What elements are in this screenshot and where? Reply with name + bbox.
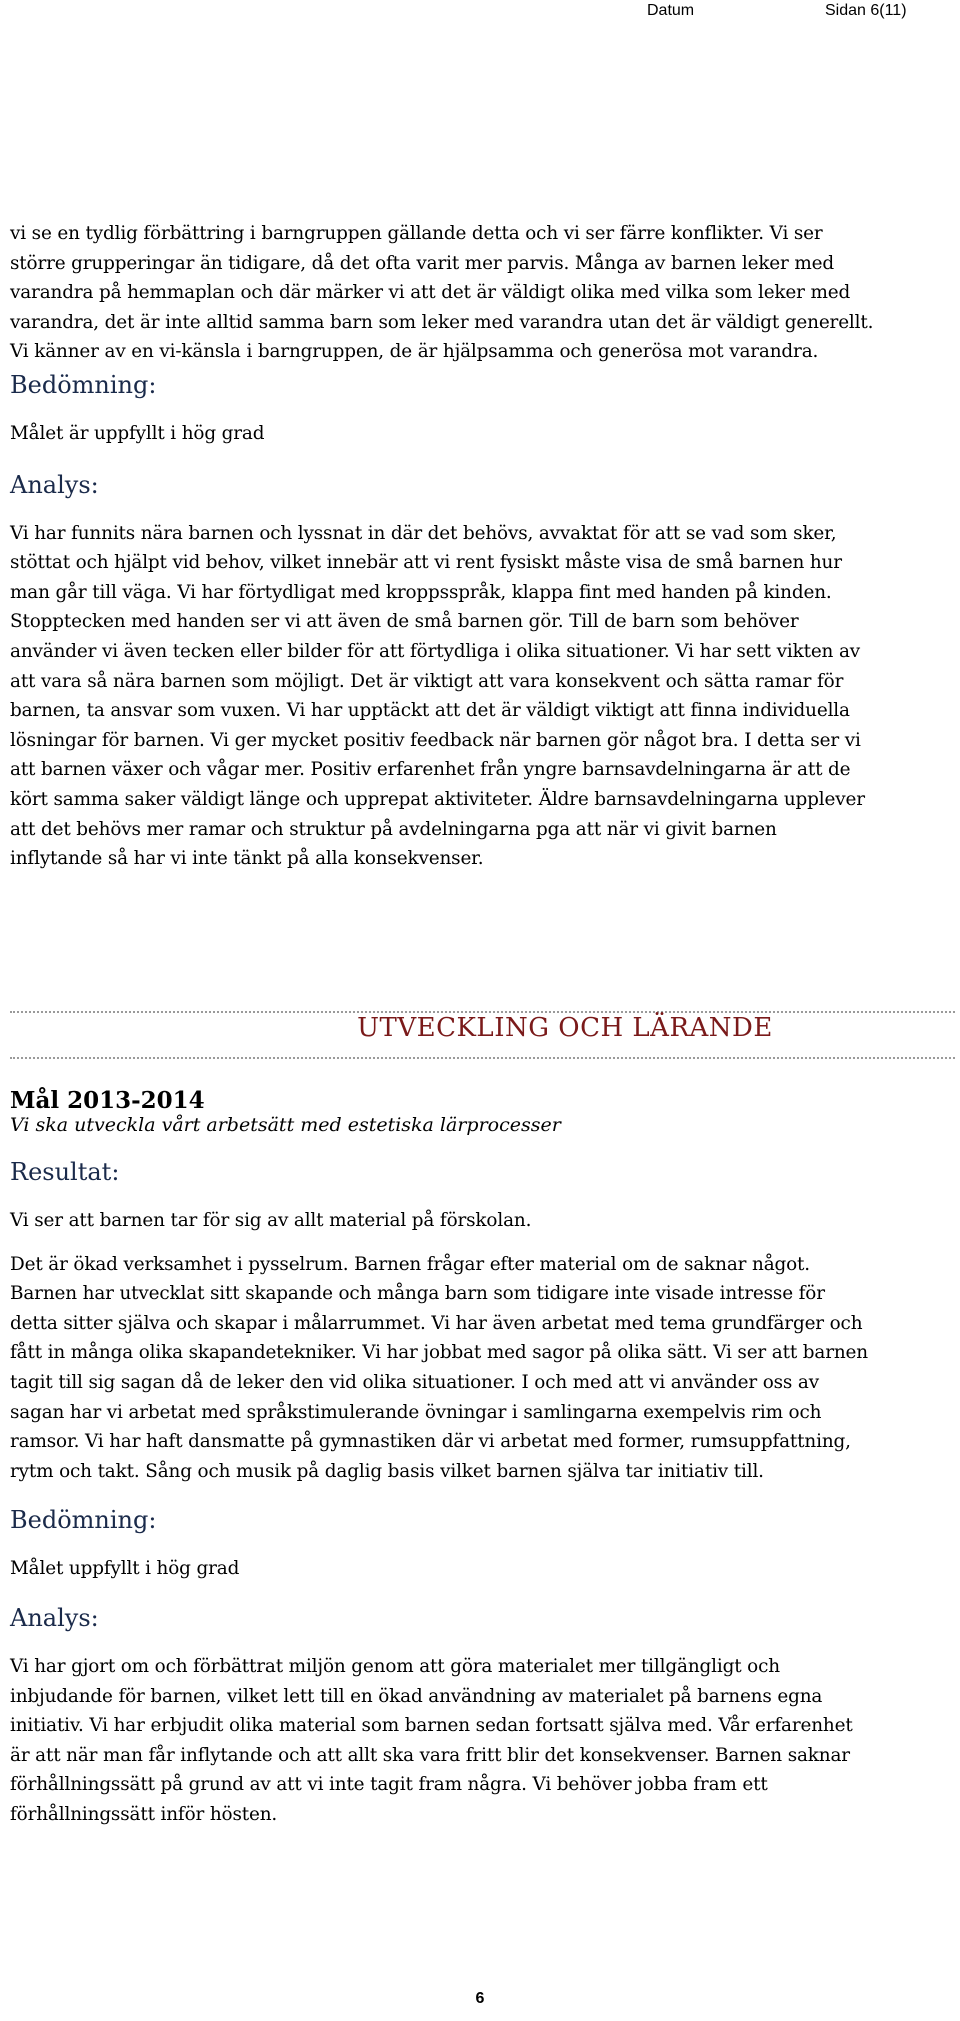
analys-heading: Analys: <box>10 470 99 499</box>
header-date-label: Datum <box>647 2 695 19</box>
text-line: Barnen har utvecklat sitt skapande och många barn som tidigare inte visade intresse för <box>10 1283 825 1305</box>
section-rule-bottom <box>10 1057 955 1059</box>
text-line: vi se en tydlig förbättring i barngruppen gällande detta och vi ser färre konflikter. Vi ser <box>10 223 823 244</box>
section-social <box>10 219 950 874</box>
text-line: detta sitter själva och skapar i målarrummet. Vi har även arbetat med tema grundfärger och <box>10 1312 863 1334</box>
text-line: Vi känner av en vi-känsla i barngruppen, de är hjälpsamma och generösa mot varandra. <box>10 341 819 363</box>
bedomning-text: Målet är uppfyllt i hög grad <box>10 422 265 444</box>
goal-title: Mål 2013-2014 <box>10 1087 205 1114</box>
text-line: Vi har gjort om och förbättrat miljön genom att göra materialet mer tillgängligt och <box>10 1655 780 1677</box>
intro-paragraph <box>10 219 950 367</box>
text-line: initiativ. Vi har erbjudit olika material som barnen sedan fortsatt själva med. Vår erfarenhet <box>10 1715 853 1737</box>
text-line: varandra på hemmaplan och där märker vi att det är väldigt olika med vilka som leker med <box>10 282 851 304</box>
text-line: kört samma saker väldigt länge och upprepat aktiviteter. Äldre barnsavdelningarna upplever <box>10 788 865 810</box>
text-line: fått in många olika skapandetekniker. Vi har jobbat med sagor på olika sätt. Vi ser att barnen <box>10 1342 868 1364</box>
section-title: UTVECKLING OCH LÄRANDE <box>357 1013 773 1043</box>
resultat-paragraph <box>10 1250 950 1487</box>
text-line: ramsor. Vi har haft dansmatte på gymnastiken där vi arbetat med former, rumsuppfattning, <box>10 1431 851 1453</box>
text-line: rytm och takt. Sång och musik på daglig basis vilket barnen själva tar initiativ till. <box>10 1460 764 1482</box>
analys-paragraph <box>10 519 950 874</box>
footer-page-number: 6 <box>475 1990 485 2007</box>
text-line: inbjudande för barnen, vilket lett till en ökad användning av materialet på barnens egna <box>10 1685 823 1707</box>
resultat-heading: Resultat: <box>10 1158 120 1186</box>
text-line: Det är ökad verksamhet i pysselrum. Barnen frågar efter material om de saknar något. <box>10 1253 810 1275</box>
text-line: man går till väga. Vi har förtydligat med kroppsspråk, klappa fint med handen på kinden. <box>10 581 832 603</box>
text-line: lösningar för barnen. Vi ger mycket positiv feedback när barnen gör något bra. I detta ser vi <box>10 729 861 751</box>
text-line: inflytande så har vi inte tänkt på alla konsekvenser. <box>10 848 484 870</box>
text-line: stöttat och hjälpt vid behov, vilket innebär att vi rent fysiskt måste visa de små barnen hur <box>10 552 842 574</box>
text-line: Stopptecken med handen ser vi att även de små barnen gör. Till de barn som behöver <box>10 611 799 633</box>
text-line: tagit till sig sagan då de leker den vid olika situationer. I och med att vi använder oss av <box>10 1371 819 1393</box>
bedomning-text-2: Målet uppfyllt i hög grad <box>10 1558 240 1580</box>
text-line: varandra, det är inte alltid samma barn som leker med varandra utan det är väldigt generellt. <box>10 311 874 333</box>
resultat-text: Vi ser att barnen tar för sig av allt material på förskolan. <box>10 1210 532 1231</box>
bedomning-heading: Bedömning: <box>10 370 157 399</box>
text-line: sagan har vi arbetat med språkstimulerande övningar i samlingarna exempelvis rim och <box>10 1401 822 1423</box>
text-line: förhållningssätt inför hösten. <box>10 1803 278 1825</box>
page-header <box>0 0 960 24</box>
text-line: Vi har funnits nära barnen och lyssnat in där det behövs, avvaktat för att se vad som sker, <box>10 522 837 544</box>
text-line: att barnen växer och vågar mer. Positiv erfarenhet från yngre barnsavdelningarna är att de <box>10 759 851 781</box>
goal-subtitle: Vi ska utveckla vårt arbetsätt med estetiska lärprocesser <box>10 1114 561 1136</box>
bedomning-heading-2: Bedömning: <box>10 1506 157 1535</box>
text-line: större grupperingar än tidigare, då det ofta varit mer parvis. Många av barnen leker med <box>10 252 835 274</box>
text-line: att det behövs mer ramar och struktur på avdelningarna pga att när vi givit barnen <box>10 818 777 840</box>
text-line: förhållningssätt på grund av att vi inte tagit fram några. Vi behöver jobba fram ett <box>10 1774 768 1796</box>
text-line: använder vi även tecken eller bilder för att förtydliga i olika situationer. Vi har sett vikten av <box>10 640 860 662</box>
analys-paragraph-2 <box>10 1652 950 1830</box>
section-learning <box>10 1087 950 1830</box>
header-page-label: Sidan 6(11) <box>825 2 907 19</box>
analys-heading-2: Analys: <box>10 1603 99 1632</box>
text-line: är att när man får inflytande och att allt ska vara fritt blir det konsekvenser. Barnen saknar <box>10 1744 850 1766</box>
text-line: att vara så nära barnen som möjligt. Det är viktigt att vara konsekvent och sätta ramar för <box>10 670 844 692</box>
text-line: barnen, ta ansvar som vuxen. Vi har upptäckt att det är väldigt viktigt att finna individuella <box>10 700 850 722</box>
